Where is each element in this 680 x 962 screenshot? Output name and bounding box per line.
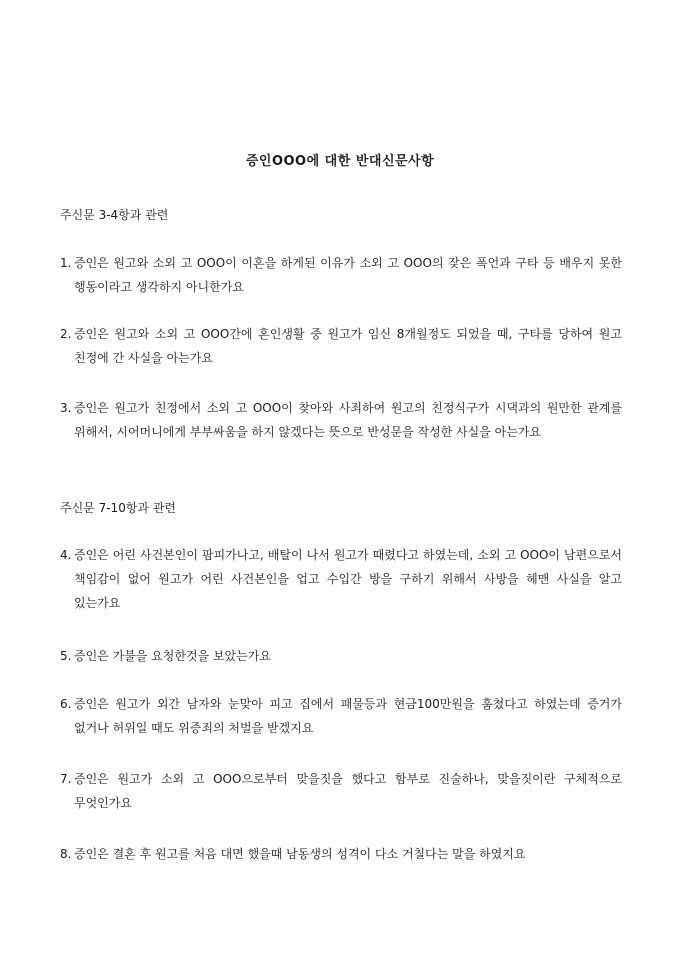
question-text: 증인은 원고가 친정에서 소외 고 OOO이 찾아와 사죄하여 원고의 친정식구가 시댁과의 원만한 관계를 위해서, 시어머니에게 부부싸움을 하지 않겠다는 뜻으로 반성문을 작성한 사실을 아는가요 bbox=[74, 401, 622, 439]
question-item-1 bbox=[60, 251, 622, 299]
question-number: 7. bbox=[60, 772, 72, 786]
question-text: 증인은 가불을 요청한것을 보았는가요 bbox=[74, 649, 271, 663]
question-number: 3. bbox=[60, 401, 72, 415]
question-item-8 bbox=[60, 842, 622, 866]
question-text: 증인은 원고가 외간 남자와 눈맞아 피고 집에서 패물등과 현금100만원을 훔쳤다고 하였는데 증거가 없거나 허위일 때도 위증죄의 처벌을 받겠지요 bbox=[74, 697, 622, 735]
question-number: 5. bbox=[60, 649, 72, 663]
question-text: 증인은 어린 사건본인이 팜피가나고, 배탈이 나서 원고가 때렸다고 하였는데, 소외 고 OOO이 남편으로서 책임감이 없어 원고가 어린 사건본인을 업고 수입간 방을 구하기 위해서 사방을 헤맨 사실을 알고 있는가요 bbox=[74, 548, 622, 610]
section-heading-1: 주신문 3-4항과 관련 bbox=[60, 208, 169, 222]
question-item-4 bbox=[60, 543, 622, 615]
question-number: 6. bbox=[60, 697, 72, 711]
question-number: 4. bbox=[60, 548, 72, 562]
document-title: 증인OOO에 대한 반대신문사항 bbox=[245, 154, 435, 169]
question-item-2 bbox=[60, 322, 622, 370]
section-heading-2: 주신문 7-10항과 관련 bbox=[60, 501, 177, 515]
question-item-5 bbox=[60, 644, 622, 668]
question-number: 2. bbox=[60, 327, 72, 341]
question-item-7 bbox=[60, 767, 622, 815]
question-item-3 bbox=[60, 396, 622, 444]
question-text: 증인은 원고와 소외 고 OOO간에 혼인생활 중 원고가 임신 8개월정도 되었을 때, 구타를 당하여 원고 친정에 간 사실을 아는가요 bbox=[74, 327, 622, 365]
question-text: 증인은 원고와 소외 고 OOO이 이혼을 하게된 이유가 소외 고 OOO의 잦은 폭언과 구타 등 배우지 못한 행동이라고 생각하지 아니한가요 bbox=[74, 256, 622, 294]
question-number: 8. bbox=[60, 847, 72, 861]
question-text: 증인은 결혼 후 원고를 처음 대면 했을때 남동생의 성격이 다소 거칠다는 말을 하였지요 bbox=[74, 847, 526, 861]
question-text: 증인은 원고가 소외 고 OOO으로부터 맞을짓을 했다고 함부로 진술하나, 맞을짓이란 구체적으로 무엇인가요 bbox=[74, 772, 622, 810]
question-number: 1. bbox=[60, 256, 72, 270]
question-item-6 bbox=[60, 692, 622, 740]
